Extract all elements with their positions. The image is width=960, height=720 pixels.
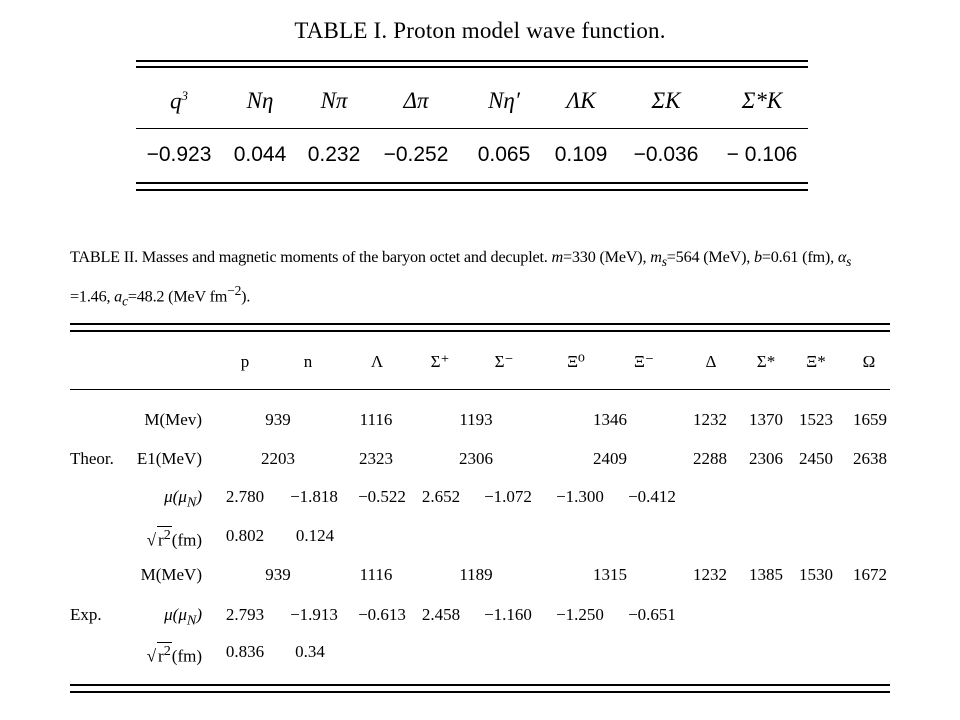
table1-mid-rule <box>136 128 808 129</box>
table2-cell: 1672 <box>853 565 887 584</box>
table2-cell: −1.250 <box>556 605 604 624</box>
table2-header: Σ* <box>756 352 776 371</box>
table1-header-row <box>136 88 808 124</box>
row-label-mu: $\mu(\mu_N)$ <box>164 487 202 511</box>
row-label: M(Mev) <box>144 410 202 429</box>
table1-value: 0.232 <box>307 143 361 166</box>
table1-header-q: $q^3$ <box>170 88 188 114</box>
table1-header-netaprime: Nη′ <box>488 88 520 113</box>
table2-cell: 1530 <box>799 565 833 584</box>
table2-row-theor-e1 <box>70 449 890 479</box>
row-label: M(MeV) <box>140 565 202 584</box>
table1-value: 0.044 <box>233 143 287 166</box>
table2-header: Ω <box>862 352 876 371</box>
table2-row-exp-mass <box>70 565 890 595</box>
table1-value: −0.923 <box>146 143 212 166</box>
table2-cell: −0.522 <box>358 487 406 506</box>
table2-cell: 0.34 <box>295 642 325 661</box>
table2-cell: 0.836 <box>225 642 265 661</box>
table2-row-exp-mu <box>70 605 890 635</box>
table2-caption: TABLE II. Masses and magnetic moments of the baryon octet and decuplet. m=330 (MeV), $m_s=564$ (MeV), b=0.61 (fm), $\alpha_s$ =1.46, $a_c=48.2$ (MeV $fm^{-2}$). <box>70 248 852 309</box>
table1-header-lambdak: ΛK <box>566 88 596 113</box>
table2-cell: 939 <box>265 410 291 429</box>
table1-top-rule-1 <box>136 60 808 62</box>
table2-cell: 1189 <box>459 565 493 584</box>
table2-cell: 2306 <box>459 449 493 468</box>
table2-cell: 1116 <box>359 410 393 429</box>
table2-cell: 2.780 <box>225 487 265 506</box>
table2-cell: 2409 <box>593 449 627 468</box>
table2-cell: 1232 <box>693 410 727 429</box>
table2-row-exp-r <box>70 642 890 672</box>
table2-bottom-rule-2 <box>70 691 890 693</box>
table2-cell: 1346 <box>593 410 627 429</box>
table1-top-rule-2 <box>136 66 808 68</box>
table2-cell: −1.818 <box>290 487 338 506</box>
table1-bottom-rule-1 <box>136 182 808 184</box>
table2-cell: 0.124 <box>295 526 335 545</box>
table2-cell: −1.072 <box>484 487 532 506</box>
table1-value: −0.036 <box>633 143 699 166</box>
table2-header: Λ <box>370 352 384 371</box>
table1-bottom-rule-2 <box>136 189 808 191</box>
table1-value: − 0.106 <box>726 143 798 166</box>
table1-header-npi: Nπ <box>320 88 348 113</box>
row-label-r: √ $r^2(fm)$ <box>146 643 202 666</box>
table2-header: Ξ⁰ <box>567 352 585 371</box>
table2-top-rule-1 <box>70 323 890 325</box>
table2-cell: −1.913 <box>290 605 338 624</box>
table2-row-theor-mass <box>70 410 890 440</box>
table1-header-sigmastark: Σ*K <box>741 88 783 113</box>
table2-cell: 2.652 <box>421 487 461 506</box>
table2-header: n <box>303 352 313 371</box>
table1-value-row <box>136 143 808 179</box>
table2-header: Ξ* <box>806 352 826 371</box>
table1-value: −0.252 <box>383 143 449 166</box>
table2-header: Ξ⁻ <box>634 352 654 371</box>
row-label-r: √ $r^2(fm)$ <box>146 527 202 550</box>
table1-caption: TABLE I. Proton model wave function. <box>294 18 666 43</box>
table2-cell: 1385 <box>749 565 783 584</box>
table2-cell: 2203 <box>261 449 295 468</box>
table2-cell: 2288 <box>693 449 727 468</box>
table2-cell: 1232 <box>693 565 727 584</box>
theor-label: Theor. <box>70 449 114 468</box>
table2-cell: 939 <box>265 565 291 584</box>
table1-header-sigmak: ΣK <box>651 88 681 113</box>
table2-row-theor-r <box>70 526 890 556</box>
table2-header-row <box>70 352 890 382</box>
table2-row-theor-mu <box>70 487 890 517</box>
table2-cell: 2450 <box>799 449 833 468</box>
table2-cell: 1659 <box>853 410 887 429</box>
table2-cell: −0.651 <box>628 605 676 624</box>
table2-cell: 2306 <box>749 449 783 468</box>
table2-cell: 0.802 <box>225 526 265 545</box>
table2-header: Σ⁺ <box>430 352 450 371</box>
table2-bottom-rule-1 <box>70 684 890 686</box>
exp-label: Exp. <box>70 605 102 624</box>
table2-cell: 2.793 <box>225 605 265 624</box>
table2-mid-rule <box>70 389 890 390</box>
table2-header: Δ <box>705 352 717 371</box>
row-label: E1(MeV) <box>136 449 202 468</box>
table2-cell: 1370 <box>749 410 783 429</box>
table2-cell: 2.458 <box>421 605 461 624</box>
table2-cell: 1523 <box>799 410 833 429</box>
table2-cell: 1193 <box>459 410 493 429</box>
table2-cell: 2323 <box>359 449 393 468</box>
table1-value: 0.065 <box>477 143 531 166</box>
table1-header-deltapi: Δπ <box>403 88 429 113</box>
table2-header: Σ⁻ <box>494 352 514 371</box>
table2-header: p <box>240 352 250 371</box>
table2-cell: −1.160 <box>484 605 532 624</box>
table2-cell: 2638 <box>853 449 887 468</box>
table2-top-rule-2 <box>70 330 890 332</box>
table2-cell: 1315 <box>593 565 627 584</box>
table2-cell: 1116 <box>359 565 393 584</box>
table2-cell: −1.300 <box>556 487 604 506</box>
table2-cell: −0.613 <box>358 605 406 624</box>
table1-value: 0.109 <box>554 143 608 166</box>
table1-header-neta: Nη <box>246 88 274 113</box>
row-label-mu: $\mu(\mu_N)$ <box>164 605 202 629</box>
table2-cell: −0.412 <box>628 487 676 506</box>
